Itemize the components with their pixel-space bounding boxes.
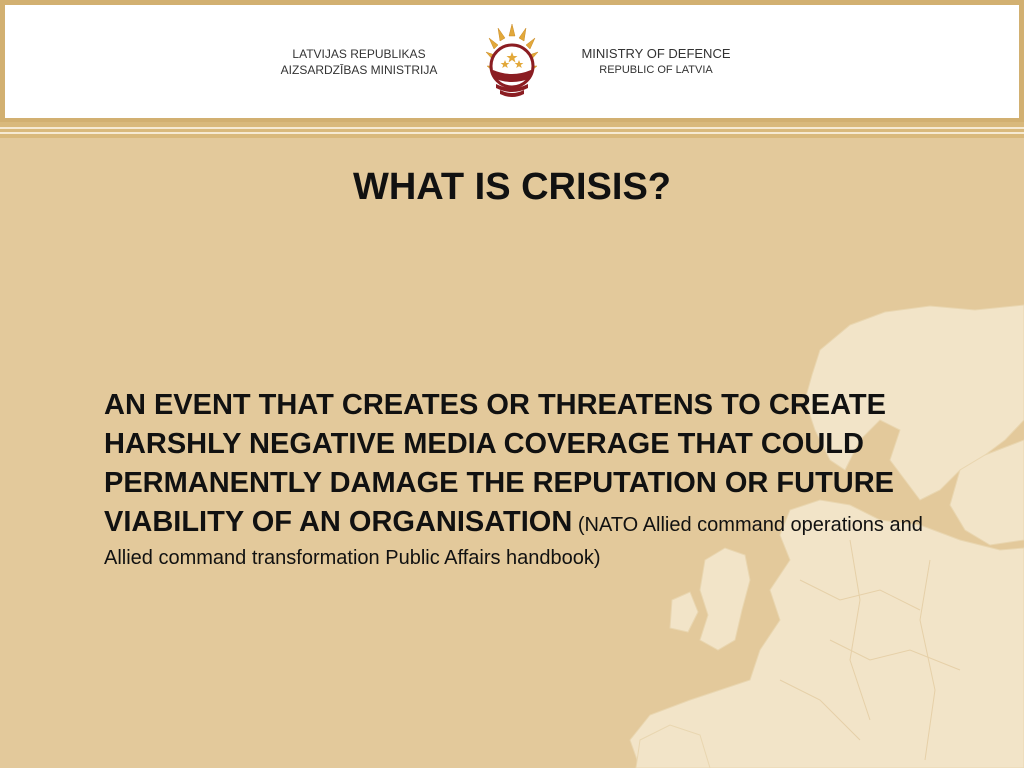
ministry-name-english-line2: REPUBLIC OF LATVIA	[599, 64, 713, 76]
crisis-definition: AN EVENT THAT CREATES OR THREATENS TO CREATE HARSHLY NEGATIVE MEDIA COVERAGE THAT COULD PERMANENTLY DAMAGE THE REPUTATION OR FUTURE VIABILITY OF AN ORGANISATION	[104, 389, 895, 538]
ministry-name-latvian-line2: AIZSARDZĪBAS MINISTRIJA	[280, 63, 438, 77]
ministry-name-english-line1: MINISTRY OF DEFENCE	[581, 46, 731, 61]
ministry-emblem-icon	[484, 22, 540, 102]
crisis-definition-block	[104, 386, 934, 574]
slide-title: WHAT IS CRISIS?	[352, 166, 672, 208]
definition-citation: (NATO Allied command operations and Allied command transformation Public Affairs handbook)	[104, 514, 923, 569]
ministry-name-latvian	[270, 46, 448, 78]
band-line-bottom	[0, 132, 1024, 134]
ministry-name-latvian-line1: LATVIJAS REPUBLIKAS	[292, 47, 426, 61]
decorative-band	[0, 122, 1024, 138]
band-line-top	[0, 127, 1024, 129]
ministry-name-english	[568, 46, 744, 78]
